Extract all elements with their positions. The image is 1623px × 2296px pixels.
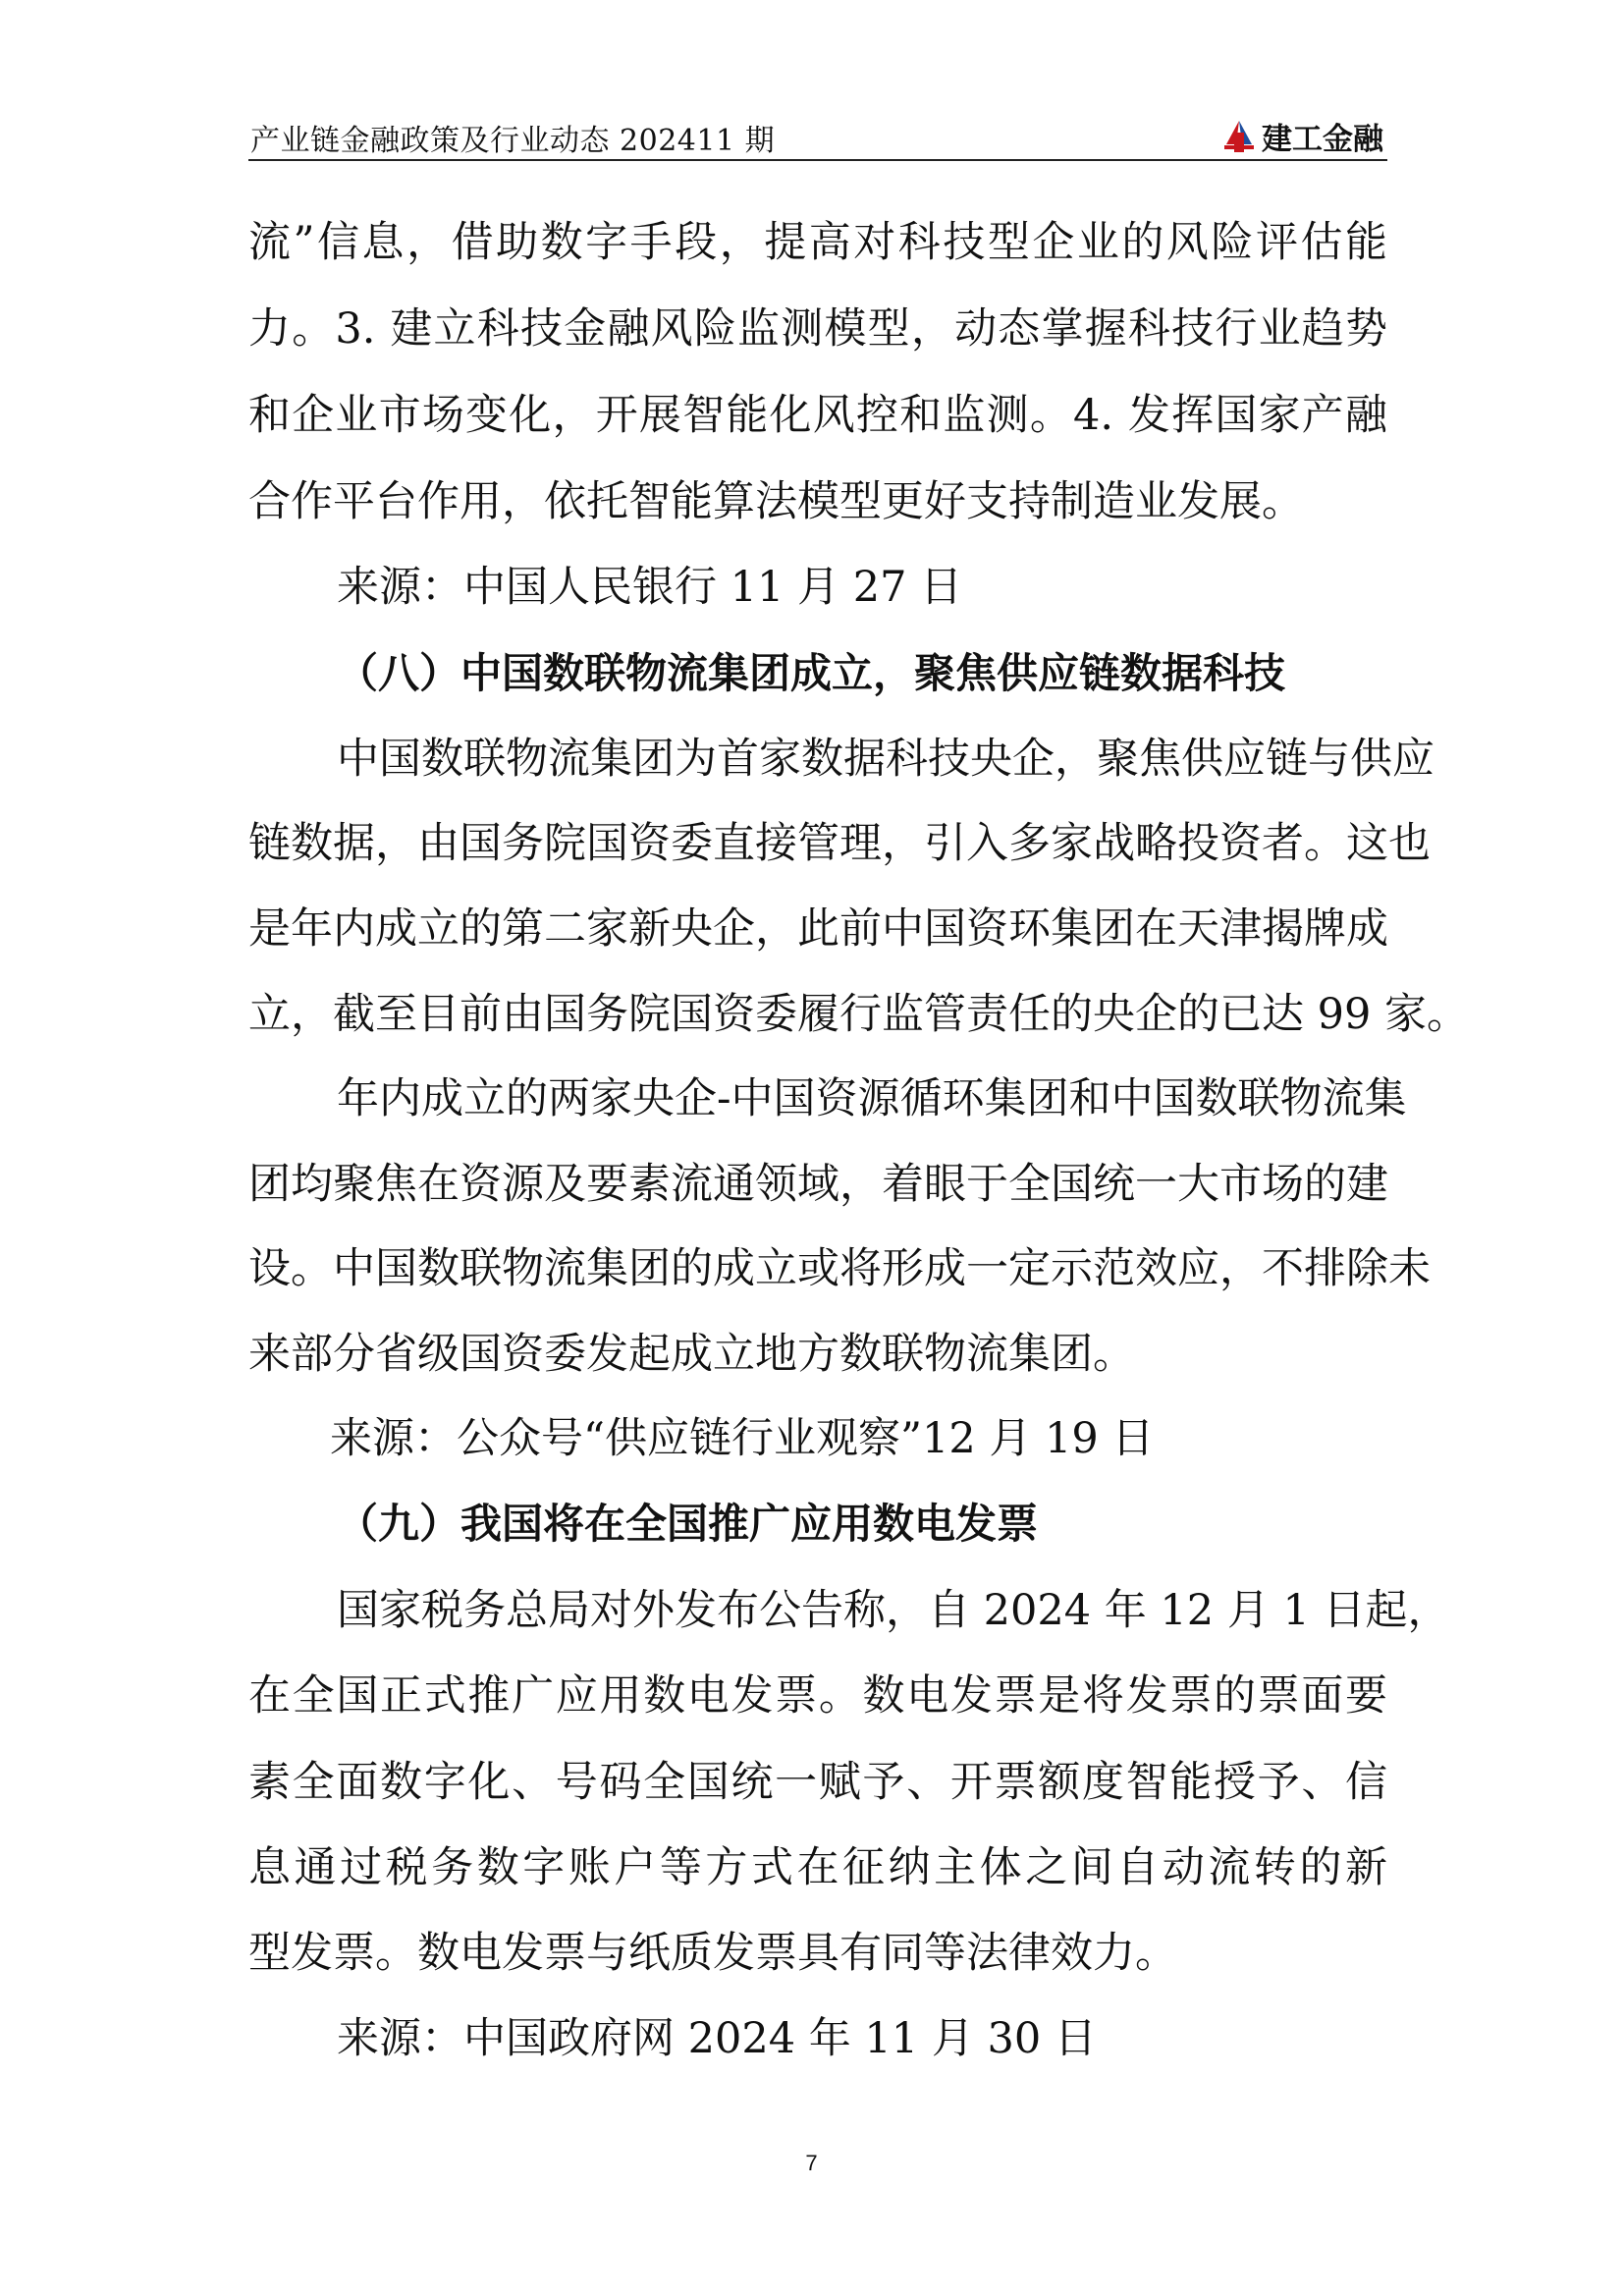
body-line: 流”信息，借助数字手段，提高对科技型企业的风险评估能 — [248, 218, 1387, 267]
source-line: 来源：中国政府网 2024 年 11 月 30 日 — [337, 2014, 1097, 2063]
paragraph-first-line: 国家税务总局对外发布公告称，自 2024 年 12 月 1 日起， — [337, 1586, 1450, 1635]
paragraph-first-line: 中国数联物流集团为首家数据科技央企，聚焦供应链与供应 — [337, 735, 1434, 784]
section-heading: （九）我国将在全国推广应用数电发票 — [337, 1500, 1039, 1548]
body-line: 是年内成立的第二家新央企，此前中国资环集团在天津揭牌成 — [248, 904, 1388, 954]
page-number: 7 — [805, 2151, 818, 2175]
header-title: 产业链金融政策及行业动态 202411 期 — [250, 124, 776, 158]
body-line: 链数据，由国务院国资委直接管理，引入多家战略投资者。这也 — [248, 819, 1431, 868]
page-header — [248, 110, 1387, 161]
body-line: 力。3. 建立科技金融风险监测模型，动态掌握科技行业趋势 — [248, 304, 1387, 354]
body-line: 在全国正式推广应用数电发票。数电发票是将发票的票面要 — [248, 1671, 1387, 1721]
section-heading: （八）中国数联物流集团成立，聚焦供应链数据科技 — [337, 649, 1286, 697]
source-line: 来源：公众号“供应链行业观察”12 月 19 日 — [330, 1414, 1155, 1463]
paragraph-first-line: 年内成立的两家央企-中国资源循环集团和中国数联物流集 — [337, 1074, 1407, 1123]
body-line: 立，截至目前由国务院国资委履行监管责任的央企的已达 99 家。 — [248, 990, 1470, 1039]
body-line: 型发票。数电发票与纸质发票具有同等法律效力。 — [248, 1929, 1177, 1978]
body-line: 素全面数字化、号码全国统一赋予、开票额度智能授予、信 — [248, 1758, 1387, 1807]
body-line: 团均聚焦在资源及要素流通领域，着眼于全国统一大市场的建 — [248, 1160, 1388, 1209]
source-line: 来源：中国人民银行 11 月 27 日 — [337, 563, 963, 612]
brand-name: 建工金融 — [1262, 122, 1383, 157]
body-line: 设。中国数联物流集团的成立或将形成一定示范效应，不排除未 — [248, 1244, 1431, 1293]
brand-logo-icon — [1222, 119, 1256, 154]
body-line: 息通过税务数字账户等方式在征纳主体之间自动流转的新 — [248, 1843, 1387, 1892]
header-brand — [1222, 114, 1383, 158]
body-line: 和企业市场变化，开展智能化风控和监测。4. 发挥国家产融 — [248, 391, 1387, 440]
body-line: 来部分省级国资委发起成立地方数联物流集团。 — [248, 1330, 1135, 1379]
body-line: 合作平台作用，依托智能算法模型更好支持制造业发展。 — [248, 477, 1304, 526]
